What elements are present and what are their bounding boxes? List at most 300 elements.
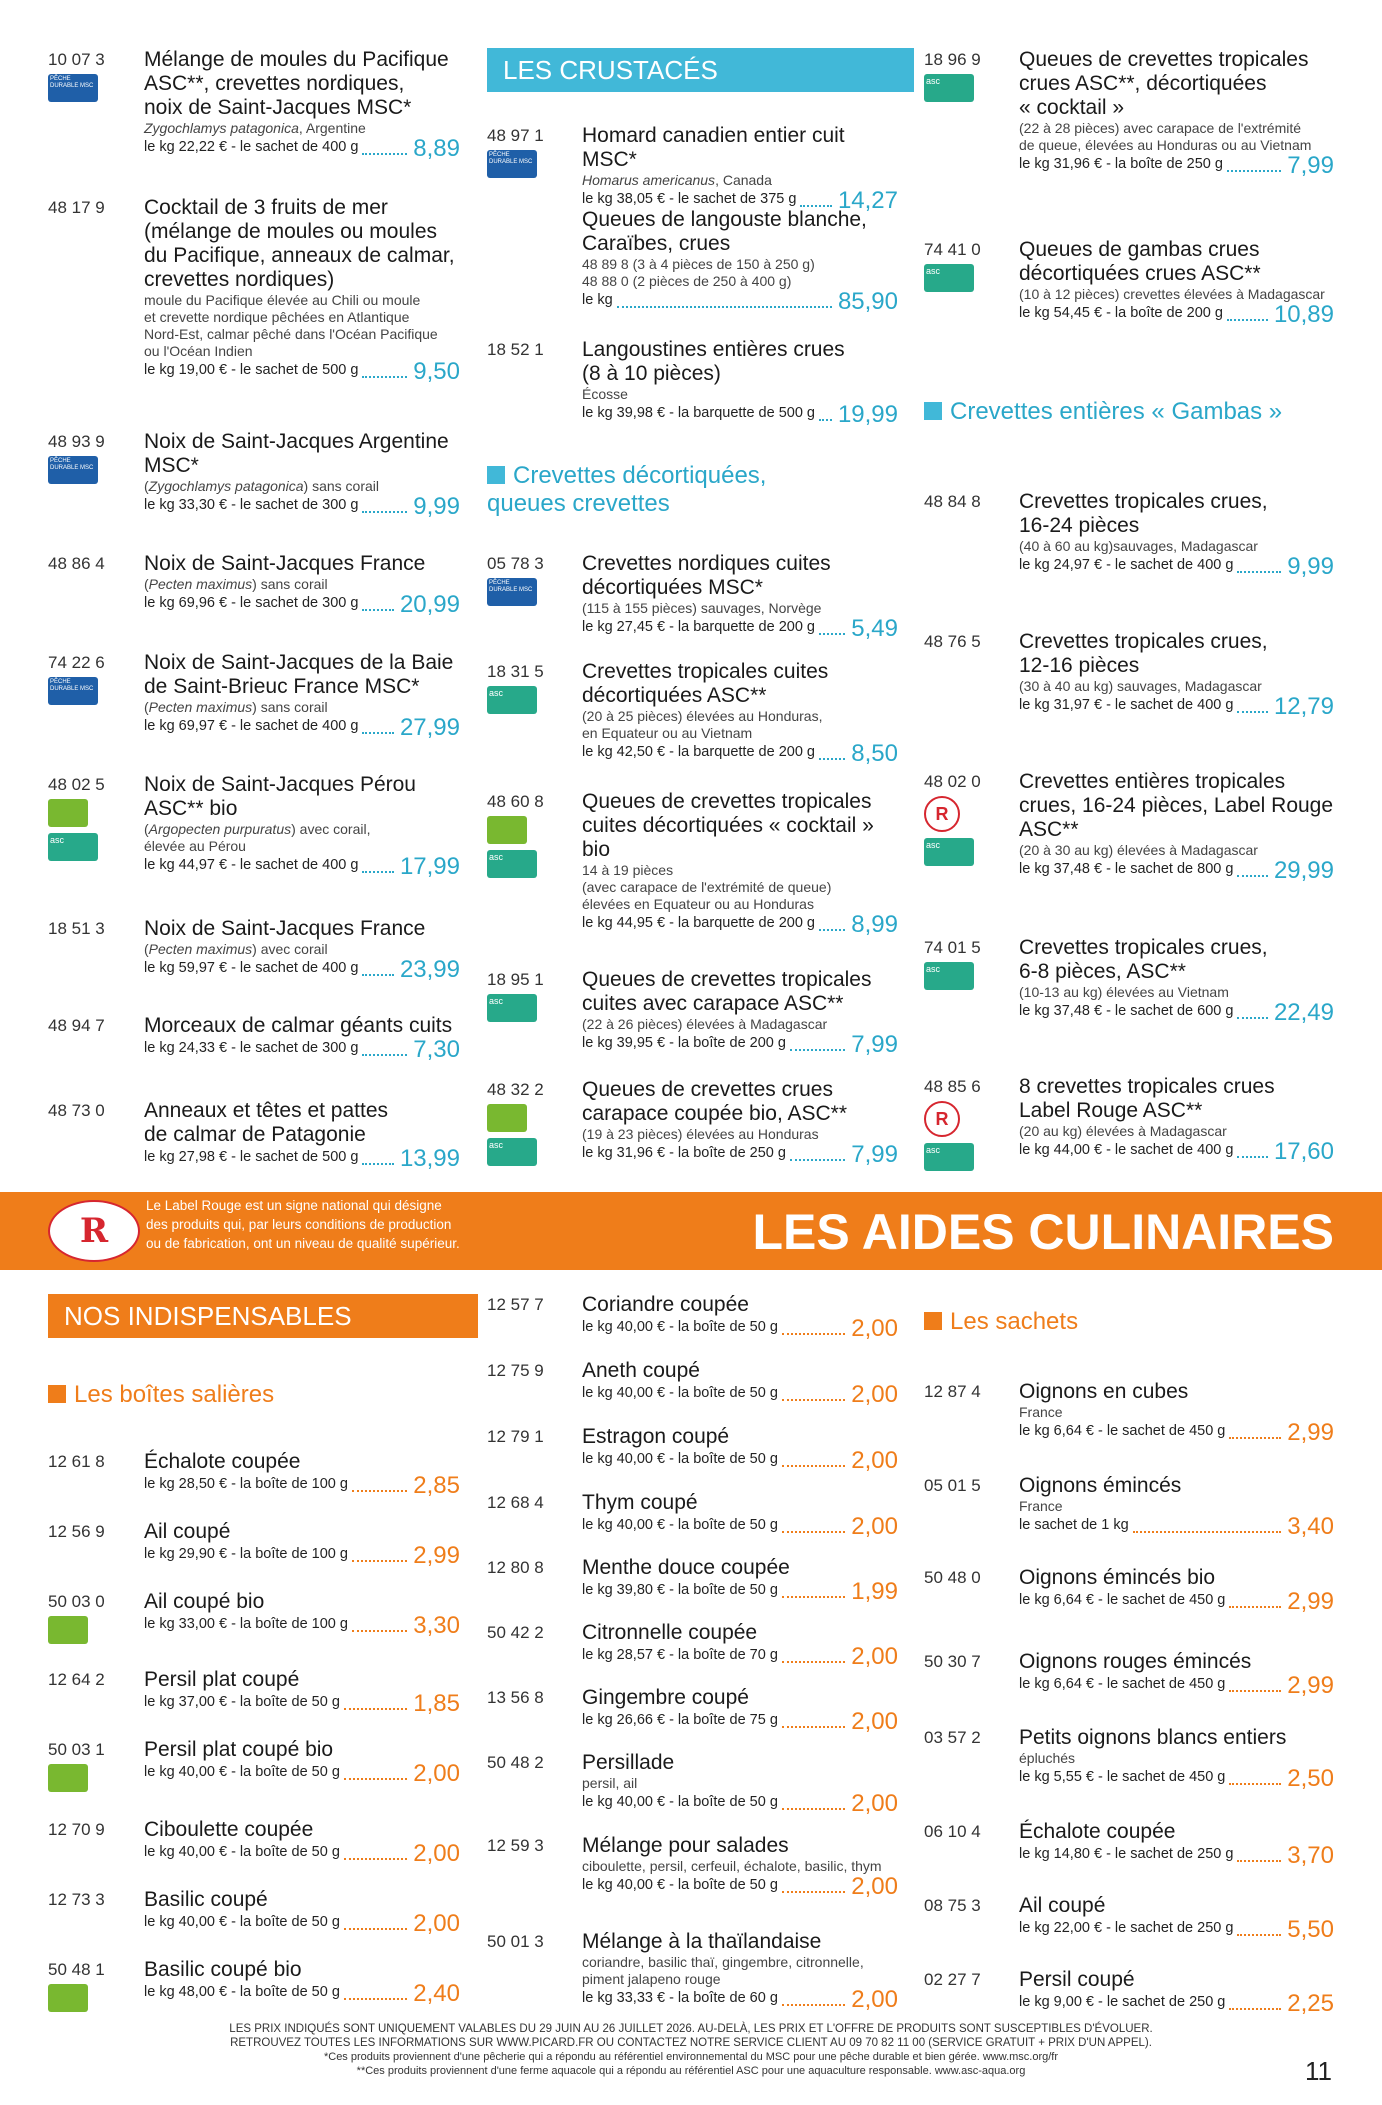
unit-price-text: le kg 40,00 € - la boîte de 50 g [582,1385,778,1401]
leader-dots [1133,1531,1282,1533]
leader-dots [362,511,407,513]
leader-dots [344,1858,407,1860]
product-name: Noix de Saint-Jacques de la Baie de Saint-Brieuc France MSC* [144,651,454,698]
product-code: 50 01 3 [487,1932,544,1951]
product-item[interactable] [1019,1726,1334,1792]
product-code: 48 17 9 [48,198,105,217]
product-name: Queues de crevettes tropicales crues ASC**, décortiquées « cocktail » [1019,48,1309,119]
square-bullet-icon [487,466,505,484]
unit-price-text: le kg 24,33 € - le sachet de 300 g [144,1040,359,1056]
product-code: 48 32 2 [487,1080,544,1099]
product-price-line [582,740,898,767]
unit-price-text: le kg 48,00 € - la boîte de 50 g [144,1984,340,2000]
product-code: 48 93 9 [48,432,105,451]
unit-price-text: le kg 5,55 € - le sachet de 450 g [1019,1769,1226,1785]
subhead-text: Crevettes entières « Gambas » [950,398,1283,425]
unit-price-text: le kg 40,00 € - la boîte de 50 g [144,1914,340,1930]
product-item[interactable] [582,1751,898,1817]
product-description: épluchés [1019,1750,1076,1766]
product-price-line [1019,1765,1334,1792]
product-price: 2,00 [413,1840,460,1867]
product-name: Cocktail de 3 fruits de mer (mélange de moules ou moules du Pacifique, anneaux de calmar, crevettes nordiques) [144,196,455,291]
leader-dots [800,205,832,207]
product-price: 8,50 [851,740,898,767]
page-number: 11 [1305,2056,1332,2086]
product-code: 50 48 0 [924,1568,981,1587]
product-name: Queues de gambas crues décortiquées crues ASC** [1019,238,1261,285]
product-price: 3,30 [413,1612,460,1639]
product-price: 2,00 [851,1447,898,1474]
leader-dots [1237,711,1268,713]
leader-dots [782,1891,845,1893]
product-item[interactable] [582,1621,898,1670]
unit-price-text: le kg 59,97 € - le sachet de 400 g [144,960,359,976]
product-price-line [582,1447,898,1474]
product-item[interactable] [144,917,460,983]
leader-dots [617,306,832,308]
leader-dots [819,758,845,760]
leader-dots [1229,1606,1281,1608]
product-name: Oignons émincés bio [1019,1566,1216,1589]
footer-legal [0,2022,1382,2078]
product-price-line [144,135,460,162]
product-name: Citronnelle coupée [582,1621,758,1644]
product-price-line [1019,1916,1334,1943]
product-description: (22 à 28 pièces) avec carapace de l'extrémité de queue, élevées au Honduras ou au Vietnam [1019,120,1312,153]
product-name: Petits oignons blancs entiers [1019,1726,1287,1749]
organic-label-icon [48,1984,88,2012]
leader-dots [362,376,407,378]
product-price: 2,40 [413,1980,460,2007]
product-price: 2,00 [851,1381,898,1408]
unit-price-text: le sachet de 1 kg [1019,1517,1129,1533]
product-price: 2,00 [851,1643,898,1670]
product-item[interactable] [1019,238,1334,328]
product-price: 27,99 [399,714,460,741]
unit-price-text: le kg 44,97 € - le sachet de 400 g [144,857,359,873]
product-item[interactable] [144,552,460,618]
footer-line: LES PRIX INDIQUÉS SONT UNIQUEMENT VALABLES DU 29 JUIN AU 26 JUILLET 2026. AU-DELÀ, LES PRIX ET L'OFFRE DE PRODUITS SONT SUSCEPTIBLES D'ÉVOLUER. [229,2023,1153,2035]
subhead-boites-salieres [48,1381,274,1409]
product-item[interactable] [1019,1968,1334,2017]
product-price-line [144,1036,460,1063]
product-name: Crevettes tropicales cuites décortiquées ASC** [582,660,829,707]
product-code: 18 95 1 [487,970,544,989]
product-price: 2,99 [413,1542,460,1569]
product-description: (20 à 25 pièces) élevées au Honduras, en Equateur ou au Vietnam [582,708,823,741]
product-description: France [1019,1404,1063,1420]
unit-price-text: le kg 31,96 € - la boîte de 250 g [582,1145,786,1161]
product-description: Homarus americanus, Canada [582,172,772,188]
product-price: 29,99 [1273,857,1334,884]
leader-dots [1237,571,1281,573]
product-name: Persil plat coupé bio [144,1738,334,1761]
product-name: Aneth coupé [582,1359,700,1382]
product-name: Oignons rouges émincés [1019,1650,1252,1673]
product-item[interactable] [144,773,460,880]
product-item[interactable] [582,208,898,315]
product-code: 12 79 1 [487,1427,544,1446]
leader-dots [362,974,394,976]
product-item[interactable] [582,1834,898,1900]
product-code: 50 03 1 [48,1740,105,1759]
unit-price-text: le kg 26,66 € - la boîte de 75 g [582,1712,778,1728]
product-code: 12 64 2 [48,1670,105,1689]
product-item[interactable] [582,338,898,428]
product-name: Basilic coupé [144,1888,268,1911]
product-price-line [582,1986,898,2013]
product-price: 5,49 [851,615,898,642]
label-rouge-icon: R [924,1101,960,1137]
product-price-line [144,1760,460,1787]
unit-price-text: le kg 44,95 € - la barquette de 200 g [582,915,815,931]
unit-price-text: le kg 39,98 € - la barquette de 500 g [582,405,815,421]
product-price-line [1019,857,1334,884]
unit-price-text: le kg 29,90 € - la boîte de 100 g [144,1546,348,1562]
product-price: 13,99 [399,1145,460,1172]
product-item[interactable] [582,1359,898,1408]
product-name: Crevettes nordiques cuites décortiquées MSC* [582,552,831,599]
leader-dots [790,1049,845,1051]
product-description: (10-13 au kg) élevées au Vietnam [1019,984,1229,1000]
product-price: 1,85 [413,1690,460,1717]
product-price-line [582,1141,898,1168]
product-code: 50 48 1 [48,1960,105,1979]
unit-price-text: le kg 40,00 € - la boîte de 50 g [144,1764,340,1780]
unit-price-text: le kg 33,00 € - la boîte de 100 g [144,1616,348,1632]
product-description: (Pecten maximus) sans corail [144,699,328,715]
product-description: 14 à 19 pièces (avec carapace de l'extrémité de queue) élevées en Equateur ou au Honduras [582,862,832,912]
leader-dots [1237,1934,1281,1936]
product-price-line [1019,301,1334,328]
product-code: 12 87 4 [924,1382,981,1401]
asc-label-icon: asc [487,686,537,714]
product-name: Noix de Saint-Jacques Argentine MSC* [144,430,449,477]
product-name: Gingembre coupé [582,1686,749,1709]
product-item[interactable] [1019,490,1334,580]
asc-label-icon: asc [487,994,537,1022]
product-code: 48 85 6 [924,1077,981,1096]
product-price-line [582,1381,898,1408]
product-name: Queues de langouste blanche, Caraïbes, crues [582,208,867,255]
product-item[interactable] [144,1099,460,1172]
product-item[interactable] [582,968,898,1058]
product-code: 50 48 2 [487,1753,544,1772]
product-code: 50 42 2 [487,1623,544,1642]
product-item[interactable] [582,1293,898,1342]
organic-label-icon [48,799,88,827]
asc-label-icon: asc [924,838,974,866]
unit-price-text: le kg [582,292,613,308]
product-code: 48 02 5 [48,775,105,794]
unit-price-text: le kg 9,00 € - le sachet de 250 g [1019,1994,1226,2010]
product-price: 22,49 [1273,999,1334,1026]
product-price-line [582,615,898,642]
unit-price-text: le kg 28,50 € - la boîte de 100 g [144,1476,348,1492]
product-item[interactable] [582,1686,898,1735]
leader-dots [344,1708,407,1710]
leader-dots [352,1560,407,1562]
leader-dots [362,1163,394,1165]
product-code: 12 56 9 [48,1522,105,1541]
product-description: (Pecten maximus) sans corail [144,576,328,592]
unit-price-text: le kg 24,97 € - le sachet de 400 g [1019,557,1234,573]
unit-price-text: le kg 40,00 € - la boîte de 50 g [144,1844,340,1860]
product-name: Morceaux de calmar géants cuits [144,1014,453,1037]
asc-label-icon: asc [487,850,537,878]
unit-price-text: le kg 6,64 € - le sachet de 450 g [1019,1676,1226,1692]
product-price-line [582,1578,898,1605]
product-price: 2,99 [1287,1419,1334,1446]
product-item[interactable] [144,48,460,162]
product-code: 48 60 8 [487,792,544,811]
product-price-line [1019,1513,1334,1540]
product-item[interactable] [582,124,898,214]
square-bullet-icon [924,402,942,420]
product-item[interactable] [1019,1894,1334,1943]
product-description: Zygochlamys patagonica, Argentine [144,120,366,136]
product-price-line [582,1790,898,1817]
product-name: Crevettes entières tropicales crues, 16-24 pièces, Label Rouge ASC** [1019,770,1334,841]
unit-price-text: le kg 39,95 € - la boîte de 200 g [582,1035,786,1051]
product-name: Ciboulette coupée [144,1818,314,1841]
product-price: 2,00 [851,1315,898,1342]
product-price: 2,00 [851,1986,898,2013]
msc-label-icon: PÊCHE DURABLE MSC [48,456,98,484]
product-price-line [1019,1672,1334,1699]
unit-price-text: le kg 39,80 € - la boîte de 50 g [582,1582,778,1598]
product-item[interactable] [1019,1650,1334,1699]
product-item[interactable] [144,1738,460,1787]
aides-culinaires-title: LES AIDES CULINAIRES [752,1204,1334,1260]
product-price: 8,99 [851,911,898,938]
product-item[interactable] [144,1668,460,1717]
product-price-line [582,1643,898,1670]
unit-price-text: le kg 31,96 € - la boîte de 250 g [1019,156,1223,172]
asc-label-icon: asc [924,962,974,990]
product-price: 2,25 [1287,1990,1334,2017]
product-name: Ail coupé [144,1520,231,1543]
leader-dots [782,1661,845,1663]
product-name: Mélange à la thaïlandaise [582,1930,822,1953]
leader-dots [1237,1156,1268,1158]
leader-dots [819,633,845,635]
product-name: Ail coupé bio [144,1590,265,1613]
product-code: 12 59 3 [487,1836,544,1855]
leader-dots [352,1490,407,1492]
product-item[interactable] [144,1520,460,1569]
product-description: France [1019,1498,1063,1514]
product-code: 06 10 4 [924,1822,981,1841]
footer-line: RETROUVEZ TOUTES LES INFORMATIONS SUR WWW.PICARD.FR OU CONTACTEZ NOTRE SERVICE CLIENT AU 09 70 82 11 00 (SERVICE GRATUIT + PRIX D'UN APPEL). [230,2037,1152,2049]
product-item[interactable] [144,1958,460,2007]
product-item[interactable] [582,1556,898,1605]
msc-label-icon: PÊCHE DURABLE MSC [48,74,98,102]
product-name: Oignons en cubes [1019,1380,1189,1403]
product-name: Persil coupé [1019,1968,1135,1991]
product-price: 3,40 [1287,1513,1334,1540]
unit-price-text: le kg 44,00 € - le sachet de 400 g [1019,1142,1234,1158]
product-code: 12 73 3 [48,1890,105,1909]
unit-price-text: le kg 14,80 € - le sachet de 250 g [1019,1846,1234,1862]
subhead-crevettes-decortiquees [487,462,766,518]
product-code: 48 84 8 [924,492,981,511]
product-price-line [1019,999,1334,1026]
product-price-line [144,1612,460,1639]
product-price-line [144,1690,460,1717]
product-price-line [1019,1588,1334,1615]
product-price-line [1019,1990,1334,2017]
product-code: 48 02 0 [924,772,981,791]
label-rouge-logo: R [48,1200,140,1262]
product-item[interactable] [582,552,898,642]
product-price-line [144,1472,460,1499]
product-price: 2,85 [413,1472,460,1499]
product-name: Échalote coupée [1019,1820,1176,1843]
product-item[interactable] [1019,48,1334,179]
product-name: Thym coupé [582,1491,698,1514]
product-item[interactable] [582,790,898,938]
square-bullet-icon [48,1385,66,1403]
product-item[interactable] [1019,1566,1334,1615]
product-code: 50 30 7 [924,1652,981,1671]
product-description: ciboulette, persil, cerfeuil, échalote, basilic, thym [582,1858,882,1874]
product-item[interactable] [1019,1474,1334,1540]
product-name: Crevettes tropicales crues, 16-24 pièces [1019,490,1268,537]
product-price-line [582,1315,898,1342]
unit-price-text: le kg 33,30 € - le sachet de 300 g [144,497,359,513]
product-name: Langoustines entières crues (8 à 10 pièces) [582,338,845,385]
product-price: 2,99 [1287,1588,1334,1615]
product-item[interactable] [1019,770,1334,884]
product-item[interactable] [144,1888,460,1937]
unit-price-text: le kg 40,00 € - la boîte de 50 g [582,1517,778,1533]
product-price-line [144,1542,460,1569]
product-code: 74 22 6 [48,653,105,672]
product-item[interactable] [582,1078,898,1168]
product-code: 12 75 9 [487,1361,544,1380]
product-item[interactable] [144,1818,460,1867]
section-banner-crustaces: LES CRUSTACÉS [487,48,914,92]
product-price-line [144,853,460,880]
product-item[interactable] [582,1491,898,1540]
product-price: 7,99 [1287,152,1334,179]
leader-dots [782,1399,845,1401]
product-item[interactable] [144,430,460,520]
unit-price-text: le kg 27,98 € - le sachet de 500 g [144,1149,359,1165]
leader-dots [1227,170,1281,172]
product-name: Homard canadien entier cuit MSC* [582,124,845,171]
product-price: 85,90 [837,288,898,315]
product-description: (Zygochlamys patagonica) sans corail [144,478,380,494]
product-price: 1,99 [851,1578,898,1605]
leader-dots [1237,875,1268,877]
product-item[interactable] [582,1930,898,2013]
product-description: (40 à 60 au kg)sauvages, Madagascar [1019,538,1258,554]
product-price-line [144,956,460,983]
product-code: 48 97 1 [487,126,544,145]
product-name: Anneaux et têtes et pattes de calmar de Patagonie [144,1099,389,1146]
product-name: 8 crevettes tropicales crues Label Rouge ASC** [1019,1075,1275,1122]
asc-label-icon: asc [924,1143,974,1171]
product-item[interactable] [144,651,460,741]
unit-price-text: le kg 37,48 € - le sachet de 600 g [1019,1003,1234,1019]
product-item[interactable] [144,1590,460,1639]
product-price-line [1019,1138,1334,1165]
product-item[interactable] [1019,630,1334,720]
organic-label-icon [487,1104,527,1132]
product-item[interactable] [1019,936,1334,1026]
product-name: Persil plat coupé [144,1668,300,1691]
product-code: 48 76 5 [924,632,981,651]
subhead-gambas [924,398,1282,426]
asc-label-icon: asc [924,264,974,292]
product-price: 12,79 [1273,693,1334,720]
organic-label-icon [487,816,527,844]
product-price-line [582,911,898,938]
leader-dots [1237,1017,1268,1019]
product-item[interactable] [144,196,460,385]
unit-price-text: le kg 40,00 € - la boîte de 50 g [582,1794,778,1810]
product-code: 02 27 7 [924,1970,981,1989]
product-price: 10,89 [1273,301,1334,328]
product-name: Crevettes tropicales crues, 12-16 pièces [1019,630,1268,677]
leader-dots [362,153,407,155]
footer-line: *Ces produits proviennent d'une pêcherie qui a répondu au référentiel environnemental du MSC pour une pêche durable et bien gérée. www.msc.org/fr [323,2051,1059,2063]
product-item[interactable] [582,660,898,767]
product-name: Coriandre coupée [582,1293,749,1316]
product-price-line [144,1145,460,1172]
product-item[interactable] [144,1014,460,1063]
product-price-line [144,591,460,618]
product-description: persil, ail [582,1775,638,1791]
product-name: Mélange pour salades [582,1834,789,1857]
product-price: 2,00 [413,1760,460,1787]
product-price-line [1019,1842,1334,1869]
leader-dots [362,871,394,873]
unit-price-text: le kg 37,48 € - le sachet de 800 g [1019,861,1234,877]
product-code: 18 51 3 [48,919,105,938]
unit-price-text: le kg 38,05 € - le sachet de 375 g [582,191,797,207]
unit-price-text: le kg 6,64 € - le sachet de 450 g [1019,1423,1226,1439]
product-item[interactable] [1019,1075,1334,1165]
product-code: 74 41 0 [924,240,981,259]
product-name: Noix de Saint-Jacques Pérou ASC** bio [144,773,416,820]
footer-line: **Ces produits proviennent d'une ferme aquacole qui a répondu au référentiel ASC pour une aquaculture responsable. www.asc-aqua.org [356,2065,1026,2077]
product-code: 12 68 4 [487,1493,544,1512]
unit-price-text: le kg 31,97 € - le sachet de 400 g [1019,697,1234,713]
product-price: 7,99 [851,1141,898,1168]
product-name: Queues de crevettes crues carapace coupée bio, ASC** [582,1078,848,1125]
subhead-text: Les sachets [950,1308,1079,1335]
unit-price-text: le kg 28,57 € - la boîte de 70 g [582,1647,778,1663]
product-item[interactable] [582,1425,898,1474]
product-price-line [144,1910,460,1937]
product-item[interactable] [1019,1820,1334,1869]
subhead-text: Crevettes décortiquées, queues crevettes [487,462,767,517]
organic-label-icon [48,1764,88,1792]
product-item[interactable] [144,1450,460,1499]
product-price: 7,30 [413,1036,460,1063]
product-price: 2,00 [851,1513,898,1540]
product-price: 20,99 [399,591,460,618]
asc-label-icon: asc [48,833,98,861]
product-price: 2,00 [851,1708,898,1735]
product-item[interactable] [1019,1380,1334,1446]
product-code: 10 07 3 [48,50,105,69]
product-code: 74 01 5 [924,938,981,957]
product-code: 05 78 3 [487,554,544,573]
